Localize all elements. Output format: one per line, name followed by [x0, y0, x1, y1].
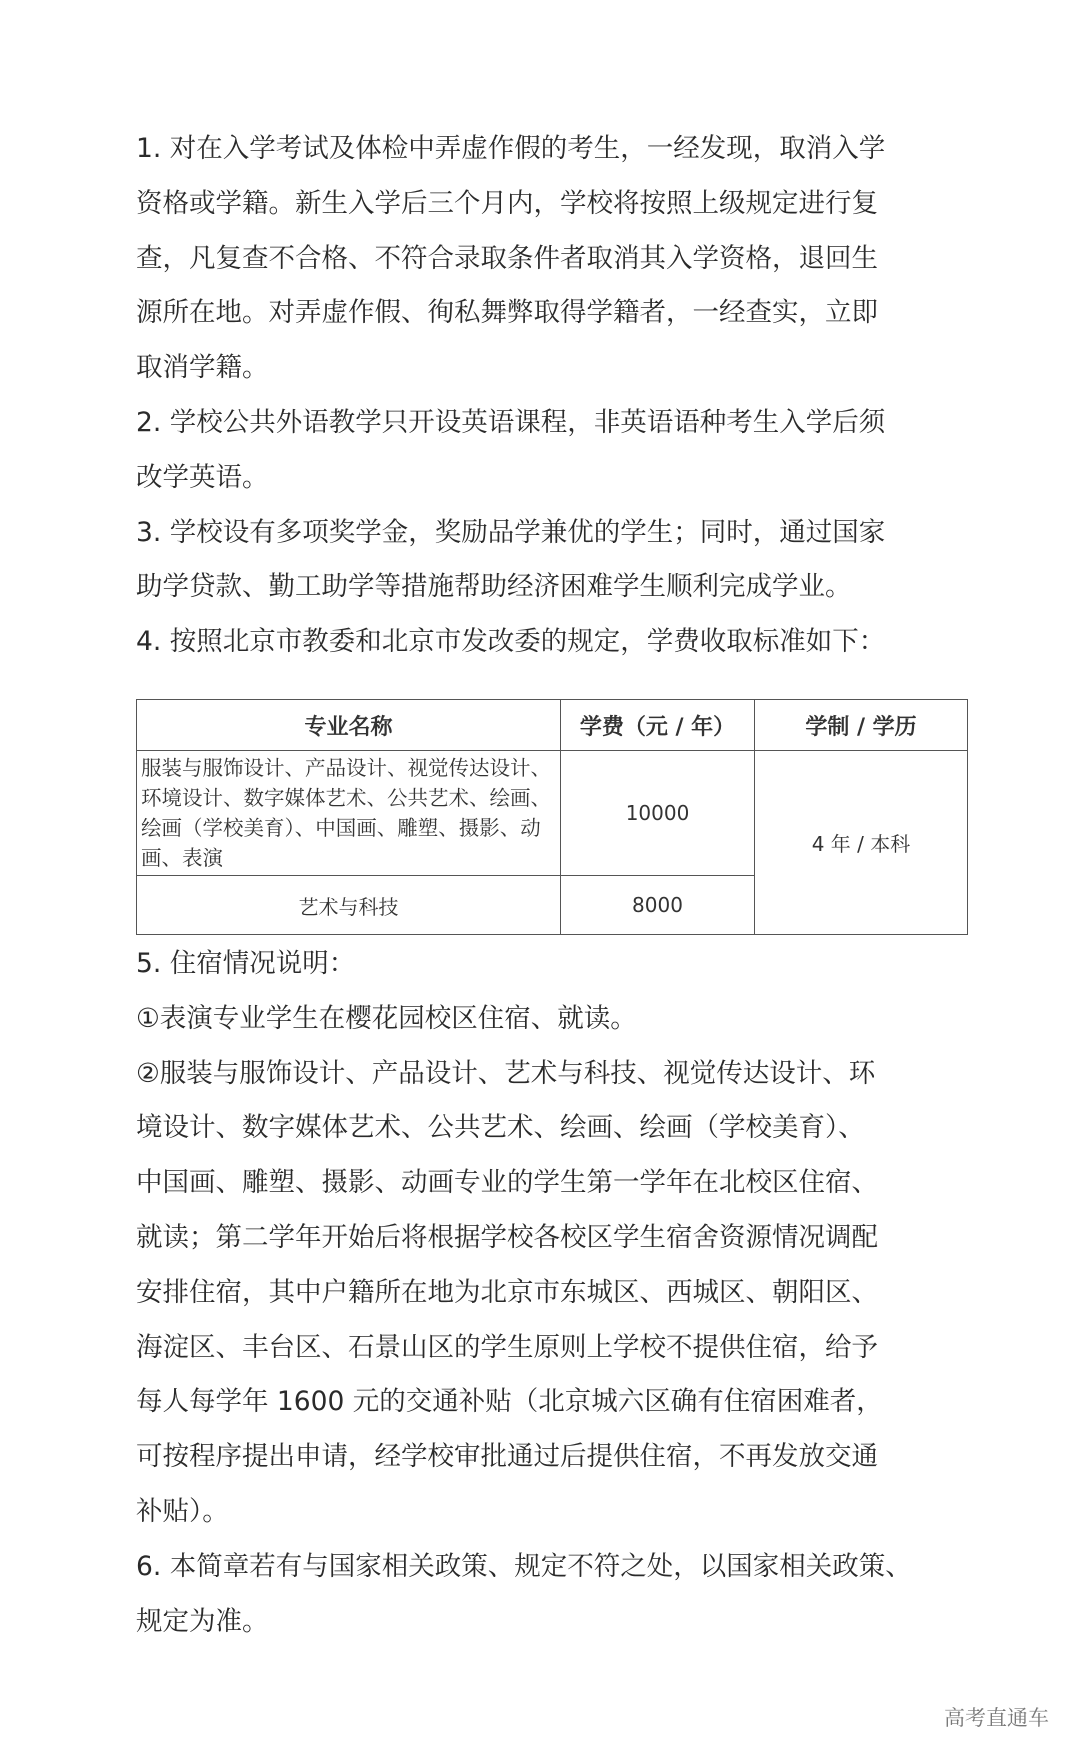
text-line: 取消学籍。 — [136, 352, 269, 384]
header-major: 专业名称 — [137, 700, 561, 751]
header-duration: 学制 / 学历 — [755, 700, 968, 751]
watermark: 高考直通车 — [944, 1706, 1049, 1730]
text-line: 资格或学籍。新生入学后三个月内，学校将按照上级规定进行复 — [136, 187, 878, 219]
text-line: 1. 对在入学考试及体检中弄虚作假的考生，一经发现，取消入学 — [136, 133, 886, 164]
tuition-table — [136, 699, 968, 935]
text-line: 规定为准。 — [136, 1605, 269, 1637]
text-line: 4. 按照北京市教委和北京市发改委的规定，学费收取标准如下： — [136, 626, 886, 658]
table-row — [137, 751, 968, 876]
text-line: 补贴）。 — [136, 1495, 229, 1527]
text-line: 每人每学年 1600 元的交通补贴（北京城六区确有住宿困难者， — [136, 1386, 883, 1418]
text-line: 境设计、数字媒体艺术、公共艺术、绘画、绘画（学校美育）、 — [136, 1112, 865, 1144]
major-cell: 服装与服饰设计、产品设计、视觉传达设计、环境设计、数字媒体艺术、公共艺术、绘画、绘画（学校美育）、中国画、雕塑、摄影、动画、表演 — [137, 751, 561, 876]
fee-cell: 8000 — [561, 876, 755, 935]
text-line: 6. 本简章若有与国家相关政策、规定不符之处，以国家相关政策、 — [136, 1550, 912, 1582]
text-line: 查，凡复查不合格、不符合录取条件者取消其入学资格，退回生 — [136, 242, 878, 274]
text-line: 5. 住宿情况说明： — [136, 948, 356, 979]
text-line: 2. 学校公共外语教学只开设英语课程，非英语语种考生入学后须 — [136, 406, 886, 438]
major-cell: 艺术与科技 — [137, 876, 561, 935]
header-fee: 学费（元 / 年） — [561, 700, 755, 751]
text-line: 海淀区、丰台区、石景山区的学生原则上学校不提供住宿，给予 — [136, 1331, 878, 1363]
text-line: 助学贷款、勤工助学等措施帮助经济困难学生顺利完成学业。 — [136, 571, 852, 603]
text-line: 安排住宿，其中户籍所在地为北京市东城区、西城区、朝阳区、 — [136, 1276, 878, 1308]
rules-section-2 — [136, 937, 966, 1649]
text-line: 中国画、雕塑、摄影、动画专业的学生第一学年在北校区住宿、 — [136, 1167, 878, 1199]
rules-section-1 — [136, 122, 966, 670]
text-line: 改学英语。 — [136, 461, 269, 493]
fee-cell: 10000 — [561, 751, 755, 876]
text-line: 源所在地。对弄虚作假、徇私舞弊取得学籍者，一经查实，立即 — [136, 297, 878, 329]
text-line: 可按程序提出申请，经学校审批通过后提供住宿，不再发放交通 — [136, 1441, 878, 1473]
text-line: 3. 学校设有多项奖学金，奖励品学兼优的学生；同时，通过国家 — [136, 516, 886, 548]
text-line: ①表演专业学生在樱花园校区住宿、就读。 — [136, 1002, 637, 1034]
text-line: ②服装与服饰设计、产品设计、艺术与科技、视觉传达设计、环 — [136, 1057, 876, 1089]
text-line: 就读；第二学年开始后将根据学校各校区学生宿舍资源情况调配 — [136, 1221, 878, 1253]
duration-cell: 4 年 / 本科 — [755, 751, 968, 935]
